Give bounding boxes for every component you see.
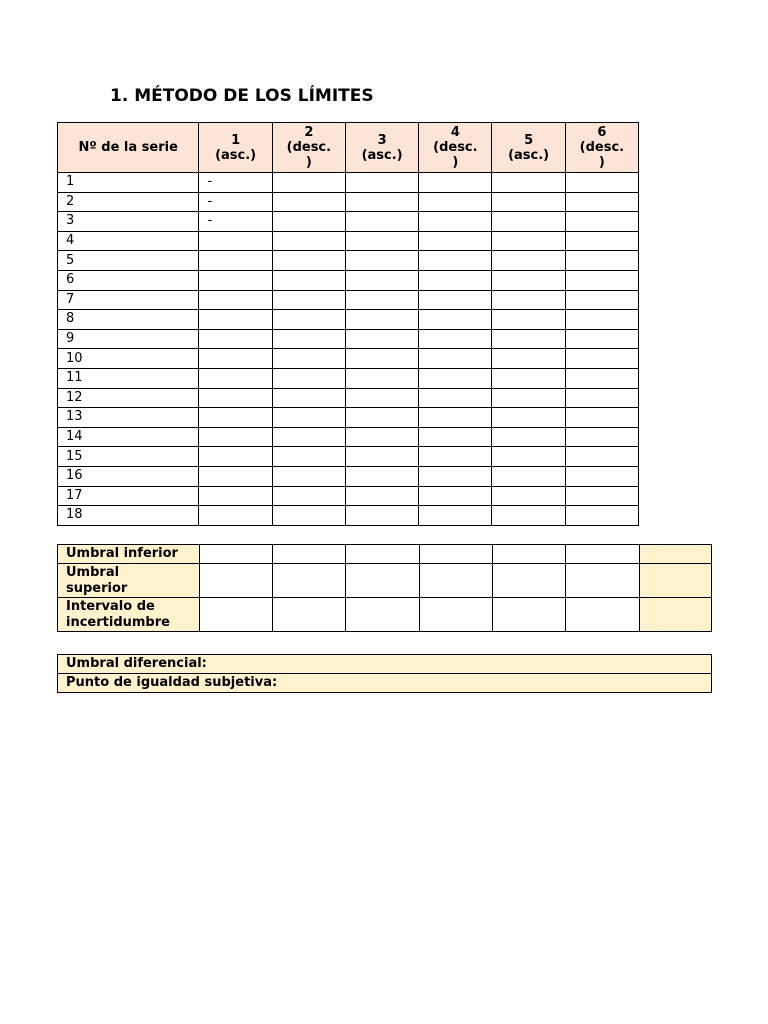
trial-1-cell[interactable]: - xyxy=(199,212,272,232)
trial-3-cell[interactable] xyxy=(345,408,418,428)
series-number-cell: 9 xyxy=(58,329,199,349)
series-number-cell: 18 xyxy=(58,506,199,526)
series-number-cell: 4 xyxy=(58,231,199,251)
trial-3-cell[interactable] xyxy=(345,486,418,506)
trial-5-cell[interactable] xyxy=(492,506,565,526)
trial-1-cell[interactable] xyxy=(199,447,272,467)
table-row xyxy=(58,270,639,290)
series-number-cell: 11 xyxy=(58,368,199,388)
trial-5-cell[interactable] xyxy=(492,290,565,310)
trial-6-cell[interactable] xyxy=(565,466,638,486)
trial-6-cell[interactable] xyxy=(565,231,638,251)
trial-2-cell[interactable] xyxy=(272,388,345,408)
page-title: 1. MÉTODO DE LOS LÍMITES xyxy=(110,86,374,106)
trial-3-cell[interactable] xyxy=(345,251,418,271)
trial-1-cell[interactable] xyxy=(199,349,272,369)
trial-1-cell[interactable] xyxy=(199,290,272,310)
trial-2-cell[interactable] xyxy=(272,427,345,447)
trial-4-cell[interactable] xyxy=(419,270,492,290)
trial-5-cell[interactable] xyxy=(492,310,565,330)
uncertainty-interval-trial-4-cell[interactable] xyxy=(419,598,492,632)
upper-threshold-trial-1-cell[interactable] xyxy=(199,564,272,598)
trial-2-cell[interactable] xyxy=(272,329,345,349)
trial-1-cell[interactable] xyxy=(199,427,272,447)
trial-2-cell[interactable] xyxy=(272,270,345,290)
trial-5-cell[interactable] xyxy=(492,173,565,193)
series-number-cell: 1 xyxy=(58,173,199,193)
table-row xyxy=(58,231,639,251)
trial-4-cell[interactable] xyxy=(419,447,492,467)
trial-2-cell[interactable] xyxy=(272,408,345,428)
series-number-cell: 13 xyxy=(58,408,199,428)
trial-6-cell[interactable] xyxy=(565,173,638,193)
trial-2-cell[interactable] xyxy=(272,173,345,193)
header-trial-2: 2 (desc. ) xyxy=(272,123,345,173)
header-trial-1: 1 (asc.) xyxy=(199,123,272,173)
trial-3-cell[interactable] xyxy=(345,388,418,408)
table-row xyxy=(58,251,639,271)
trial-5-cell[interactable] xyxy=(492,349,565,369)
lower-threshold-trial-2-cell[interactable] xyxy=(272,545,345,564)
header-trial-5: 5 (asc.) xyxy=(492,123,565,173)
uncertainty-interval-mean-cell[interactable] xyxy=(639,598,711,632)
trial-1-cell[interactable] xyxy=(199,506,272,526)
table-row xyxy=(58,329,639,349)
trial-3-cell[interactable] xyxy=(345,310,418,330)
trial-5-cell[interactable] xyxy=(492,270,565,290)
trial-6-cell[interactable] xyxy=(565,329,638,349)
trial-4-cell[interactable] xyxy=(419,486,492,506)
trial-4-cell[interactable] xyxy=(419,192,492,212)
table-row xyxy=(58,212,639,232)
trial-1-cell[interactable] xyxy=(199,486,272,506)
trial-4-cell[interactable] xyxy=(419,290,492,310)
trial-4-cell[interactable] xyxy=(419,251,492,271)
trial-1-cell[interactable] xyxy=(199,368,272,388)
series-number-cell: 10 xyxy=(58,349,199,369)
trial-4-cell[interactable] xyxy=(419,173,492,193)
trial-5-cell[interactable] xyxy=(492,329,565,349)
trial-4-cell[interactable] xyxy=(419,388,492,408)
trial-3-cell[interactable] xyxy=(345,349,418,369)
trial-4-cell[interactable] xyxy=(419,349,492,369)
trial-2-cell[interactable] xyxy=(272,486,345,506)
trial-1-cell[interactable] xyxy=(199,466,272,486)
upper-threshold-trial-2-cell[interactable] xyxy=(272,564,345,598)
trial-5-cell[interactable] xyxy=(492,212,565,232)
trial-4-cell[interactable] xyxy=(419,231,492,251)
trial-3-cell[interactable] xyxy=(345,506,418,526)
trial-6-cell[interactable] xyxy=(565,270,638,290)
trial-1-cell[interactable] xyxy=(199,270,272,290)
lower-threshold-trial-1-cell[interactable] xyxy=(199,545,272,564)
trial-1-cell[interactable]: - xyxy=(199,173,272,193)
uncertainty-interval-trial-3-cell[interactable] xyxy=(346,598,419,632)
table-row xyxy=(58,310,639,330)
header-series-number: Nº de la serie xyxy=(58,123,199,173)
trial-3-cell[interactable] xyxy=(345,427,418,447)
threshold-row-upper-threshold xyxy=(58,564,712,598)
table-row xyxy=(58,506,639,526)
uncertainty-interval-trial-6-cell[interactable] xyxy=(566,598,639,632)
table-header-row xyxy=(58,123,639,173)
trial-3-cell[interactable] xyxy=(345,329,418,349)
trial-3-cell[interactable] xyxy=(345,192,418,212)
trial-4-cell[interactable] xyxy=(419,212,492,232)
lower-threshold-label: Umbral inferior xyxy=(58,545,200,564)
series-number-cell: 14 xyxy=(58,427,199,447)
trial-1-cell[interactable] xyxy=(199,329,272,349)
series-number-cell: 6 xyxy=(58,270,199,290)
differential-threshold-label[interactable]: Umbral diferencial: xyxy=(58,655,712,674)
table-row xyxy=(58,486,639,506)
trial-2-cell[interactable] xyxy=(272,466,345,486)
uncertainty-interval-trial-1-cell[interactable] xyxy=(199,598,272,632)
trial-6-cell[interactable] xyxy=(565,251,638,271)
trial-6-cell[interactable] xyxy=(565,447,638,467)
series-number-cell: 5 xyxy=(58,251,199,271)
series-number-cell: 16 xyxy=(58,466,199,486)
trial-4-cell[interactable] xyxy=(419,506,492,526)
uncertainty-interval-trial-5-cell[interactable] xyxy=(492,598,565,632)
trial-6-cell[interactable] xyxy=(565,486,638,506)
trial-4-cell[interactable] xyxy=(419,466,492,486)
trial-2-cell[interactable] xyxy=(272,192,345,212)
threshold-row-uncertainty-interval xyxy=(58,598,712,632)
trial-6-cell[interactable] xyxy=(565,310,638,330)
trial-2-cell[interactable] xyxy=(272,506,345,526)
trial-6-cell[interactable] xyxy=(565,290,638,310)
trial-6-cell[interactable] xyxy=(565,212,638,232)
summary-table xyxy=(57,654,712,693)
trial-1-cell[interactable] xyxy=(199,231,272,251)
trial-5-cell[interactable] xyxy=(492,408,565,428)
lower-threshold-trial-5-cell[interactable] xyxy=(492,545,565,564)
trial-5-cell[interactable] xyxy=(492,447,565,467)
summary-row-pse xyxy=(58,674,712,693)
trial-6-cell[interactable] xyxy=(565,368,638,388)
uncertainty-interval-label: Intervalo de incertidumbre xyxy=(58,598,200,632)
trial-6-cell[interactable] xyxy=(565,192,638,212)
trial-6-cell[interactable] xyxy=(565,506,638,526)
table-row xyxy=(58,447,639,467)
lower-threshold-trial-3-cell[interactable] xyxy=(346,545,419,564)
table-row xyxy=(58,192,639,212)
trial-6-cell[interactable] xyxy=(565,388,638,408)
trial-5-cell[interactable] xyxy=(492,192,565,212)
threshold-row-lower-threshold xyxy=(58,545,712,564)
trial-2-cell[interactable] xyxy=(272,310,345,330)
trial-1-cell[interactable] xyxy=(199,310,272,330)
trial-4-cell[interactable] xyxy=(419,329,492,349)
upper-threshold-label: Umbral superior xyxy=(58,564,200,598)
trial-5-cell[interactable] xyxy=(492,368,565,388)
header-trial-4: 4 (desc. ) xyxy=(419,123,492,173)
series-number-cell: 3 xyxy=(58,212,199,232)
trial-6-cell[interactable] xyxy=(565,408,638,428)
uncertainty-interval-trial-2-cell[interactable] xyxy=(272,598,345,632)
table-row xyxy=(58,408,639,428)
trial-3-cell[interactable] xyxy=(345,466,418,486)
series-number-cell: 15 xyxy=(58,447,199,467)
table-row xyxy=(58,290,639,310)
upper-threshold-trial-3-cell[interactable] xyxy=(346,564,419,598)
series-number-cell: 12 xyxy=(58,388,199,408)
lower-threshold-trial-6-cell[interactable] xyxy=(566,545,639,564)
series-number-cell: 2 xyxy=(58,192,199,212)
upper-threshold-trial-5-cell[interactable] xyxy=(492,564,565,598)
summary-row-differential-threshold xyxy=(58,655,712,674)
header-trial-3: 3 (asc.) xyxy=(345,123,418,173)
trial-3-cell[interactable] xyxy=(345,447,418,467)
table-row xyxy=(58,388,639,408)
upper-threshold-trial-6-cell[interactable] xyxy=(566,564,639,598)
trial-1-cell[interactable]: - xyxy=(199,192,272,212)
trial-3-cell[interactable] xyxy=(345,231,418,251)
threshold-table xyxy=(57,544,712,632)
trial-1-cell[interactable] xyxy=(199,408,272,428)
table-row xyxy=(58,427,639,447)
trial-4-cell[interactable] xyxy=(419,368,492,388)
table-row xyxy=(58,466,639,486)
upper-threshold-mean-cell[interactable] xyxy=(639,564,711,598)
table-row xyxy=(58,349,639,369)
trial-5-cell[interactable] xyxy=(492,486,565,506)
trial-6-cell[interactable] xyxy=(565,427,638,447)
trial-6-cell[interactable] xyxy=(565,349,638,369)
header-trial-6: 6 (desc. ) xyxy=(565,123,638,173)
series-number-cell: 17 xyxy=(58,486,199,506)
lower-threshold-trial-4-cell[interactable] xyxy=(419,545,492,564)
pse-label[interactable]: Punto de igualdad subjetiva: xyxy=(58,674,712,693)
table-row xyxy=(58,368,639,388)
lower-threshold-mean-cell[interactable] xyxy=(639,545,711,564)
trial-5-cell[interactable] xyxy=(492,251,565,271)
trial-3-cell[interactable] xyxy=(345,173,418,193)
trial-2-cell[interactable] xyxy=(272,368,345,388)
series-number-cell: 7 xyxy=(58,290,199,310)
trial-5-cell[interactable] xyxy=(492,231,565,251)
trial-3-cell[interactable] xyxy=(345,270,418,290)
trial-2-cell[interactable] xyxy=(272,212,345,232)
trial-5-cell[interactable] xyxy=(492,388,565,408)
trial-5-cell[interactable] xyxy=(492,466,565,486)
trial-3-cell[interactable] xyxy=(345,290,418,310)
trial-4-cell[interactable] xyxy=(419,408,492,428)
trial-1-cell[interactable] xyxy=(199,251,272,271)
trial-3-cell[interactable] xyxy=(345,368,418,388)
trial-2-cell[interactable] xyxy=(272,290,345,310)
trial-5-cell[interactable] xyxy=(492,427,565,447)
trial-1-cell[interactable] xyxy=(199,388,272,408)
trial-2-cell[interactable] xyxy=(272,447,345,467)
trial-3-cell[interactable] xyxy=(345,212,418,232)
trial-2-cell[interactable] xyxy=(272,349,345,369)
table-row xyxy=(58,173,639,193)
trial-2-cell[interactable] xyxy=(272,251,345,271)
trial-4-cell[interactable] xyxy=(419,427,492,447)
trial-4-cell[interactable] xyxy=(419,310,492,330)
table-body xyxy=(58,173,639,526)
upper-threshold-trial-4-cell[interactable] xyxy=(419,564,492,598)
trial-2-cell[interactable] xyxy=(272,231,345,251)
series-data-table xyxy=(57,122,639,526)
series-number-cell: 8 xyxy=(58,310,199,330)
